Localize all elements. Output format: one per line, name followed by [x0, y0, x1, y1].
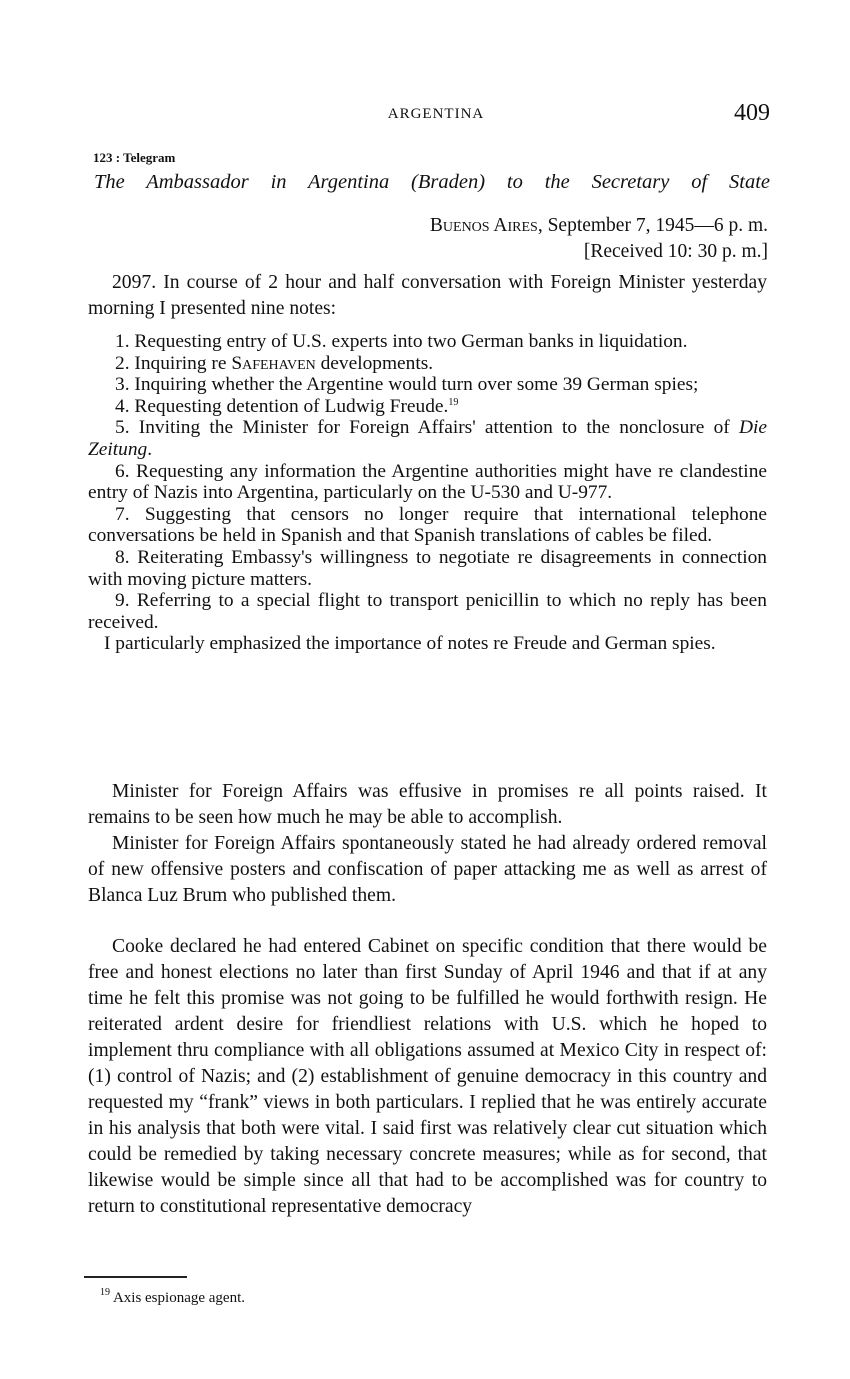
note-item-5 [88, 417, 767, 460]
paragraph-promises [88, 779, 767, 831]
paragraph-cooke-text: Cooke declared he had entered Cabinet on specific condition that there would be free and honest elections no later than first Sunday of April 1946 and that if at any time he felt this promise was not going to be fulfilled he would forthwith resign. He reiterated ardent desire for friendliest relations with U.S. which he hoped to implement thru compliance with all obligations assumed at Mexico City in respect of: (1) control of Nazis; and (2) establishment of genuine democracy in this country and requested my “frank” views in both particulars. I replied that he was entirely accurate in his analysis that both were vital. I said first was relatively clear cut situation which could be remedied by taking necessary concrete measures; while as for second, that likewise would be simple since all that had to be accomplished was for country to return to constitutional representative democracy [88, 936, 767, 1217]
document-label: 123 : Telegram [93, 150, 176, 165]
note-2-text-end: developments. [315, 352, 434, 374]
note-item-6: 6. Requesting any information the Argentine authorities might have re clandestine entry of Nazis into Argentina, particularly on the U-530 and U-977. [88, 460, 767, 504]
note-4-text: 4. Requesting detention of Ludwig Freude. [115, 395, 449, 417]
dateline-city: Buenos Aires [429, 215, 538, 236]
intro-text: 2097. In course of 2 hour and half conversation with Foreign Minister yesterday morning I presented nine notes: [88, 272, 767, 319]
note-item-1: 1. Requesting entry of U.S. experts into two German banks in liquidation. [115, 331, 688, 352]
note-item-7: 7. Suggesting that censors no longer require that international telephone conversations be held in Spanish and that Spanish translations of cables be filed. [88, 503, 767, 547]
note-item-8: 8. Reiterating Embassy's willingness to negotiate re disagreements in connection with moving picture matters. [88, 546, 767, 590]
paragraph-promises-text: Minister for Foreign Affairs was effusive in promises re all points raised. It remains to be seen how much he may be able to accomplish. [88, 781, 767, 828]
note-item-4 [88, 396, 767, 418]
note-item-2 [88, 353, 767, 375]
note-5-text: 5. Inviting the Minister for Foreign Affairs' attention to the nonclosure of [115, 417, 739, 439]
note-5-text-end: . [147, 438, 153, 460]
dateline-received: [Received 10: 30 p. m.] [583, 241, 768, 262]
footnote [100, 1287, 245, 1307]
document-title: The Ambassador in Argentina (Braden) to the Secretary of State [94, 171, 770, 193]
note-5-newspaper: Die Zeitung [88, 417, 767, 460]
footnote-divider [84, 1276, 187, 1278]
footnote-reference: 19 [448, 396, 459, 408]
dateline-place [430, 215, 768, 237]
paragraph-cooke [88, 934, 767, 1220]
intro-paragraph [88, 270, 767, 322]
running-title: ARGENTINA [387, 106, 485, 122]
note-item-9: 9. Referring to a special flight to transport penicillin to which no reply has been received. [88, 590, 767, 633]
notes-list [88, 331, 767, 655]
page-number: 409 [734, 100, 770, 126]
notes-emphasis: I particularly emphasized the importance of notes re Freude and German spies. [104, 633, 716, 655]
running-head [0, 100, 850, 128]
paragraph-posters-text: Minister for Foreign Affairs spontaneously stated he had already ordered removal of new offensive posters and confiscation of paper attacking me as well as arrest of Blanca Luz Brum who published them. [88, 833, 767, 906]
footnote-number: 19 [100, 1287, 110, 1298]
note-2-text: 2. Inquiring re [115, 352, 232, 374]
dateline-date: , September 7, 1945—6 p. m. [537, 215, 768, 236]
footnote-text: Axis espionage agent. [112, 1290, 245, 1306]
note-2-safehaven: Safehaven [231, 352, 316, 374]
paragraph-posters [88, 831, 767, 909]
note-item-3: 3. Inquiring whether the Argentine would turn over some 39 German spies; [115, 374, 699, 396]
